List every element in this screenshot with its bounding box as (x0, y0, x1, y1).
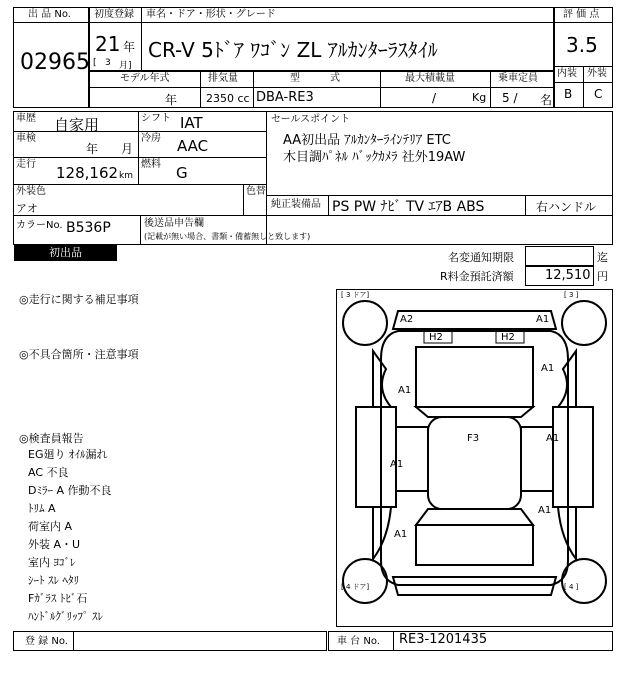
max-load-label: 最大積載量 (405, 73, 455, 84)
door-label-bottom-left: [ 4 ドア] (341, 583, 370, 591)
mark-rear-right: A1 (538, 505, 552, 516)
car-name: CR-V 5ﾄﾞｱ ﾜｺﾞﾝ ZL ｱﾙｶﾝﾀｰﾗｽﾀｲﾙ (148, 38, 438, 62)
interior-label: 内装 (557, 68, 577, 79)
fuel-label: 燃料 (141, 159, 161, 170)
defects-title: ◎不具合箇所・注意事項 (19, 348, 139, 361)
sales-point-line-1: AA初出品 ｱﾙｶﾝﾀｰﾗｲﾝﾃﾘｱ ETC (283, 133, 451, 148)
inspection-year-unit: 年 (86, 142, 99, 156)
score-value: 3.5 (566, 33, 598, 57)
fuel-value: G (176, 164, 188, 182)
interior-grade: B (564, 87, 573, 101)
shift-label: シフト (141, 113, 171, 124)
mark-headlight-left: H2 (429, 332, 443, 343)
inspector-line: EG廻り ｵｲﾙ漏れ (28, 448, 108, 461)
notice-unit: 迄 (597, 251, 608, 264)
equipment-label: 純正装備品 (271, 199, 321, 210)
front-bumper (393, 311, 556, 329)
chassis-value: RE3-1201435 (399, 632, 488, 647)
first-reg-year-unit: 年 (123, 40, 136, 54)
max-load-unit: Kg (472, 91, 487, 104)
color-no-value: B536P (66, 220, 111, 236)
equipment-value: PS PW ﾅﾋﾞ TV ｴｱB ABS (332, 199, 485, 215)
post-report-note: (記載が無い場合、書類・備蓄無しと致します) (144, 232, 311, 241)
mark-front-bumper-left: A2 (400, 314, 414, 325)
aircon-value: AAC (177, 137, 209, 155)
notice-deadline-box (525, 246, 594, 266)
capacity-label: 乗車定員 (498, 73, 538, 84)
body-outline (381, 331, 568, 585)
first-reg-year: 21 (95, 32, 121, 56)
inspector-line: 荷室内 A (28, 520, 73, 533)
exterior-label: 外装 (587, 68, 607, 79)
mark-front-bumper-right: A1 (536, 314, 550, 325)
first-reg-month-unit: 月] (119, 61, 132, 71)
mark-headlight-right: H2 (501, 332, 515, 343)
car-diagram-svg (336, 289, 613, 627)
type-label: 型 式 (290, 73, 340, 84)
sales-point-line-2: 木目調ﾊﾟﾈﾙ ﾊﾞｯｸｶﾒﾗ 社外19AW (283, 150, 466, 165)
left-side-panel (356, 407, 396, 507)
score-label: 評 価 点 (563, 9, 600, 20)
mark-front-left: A1 (398, 385, 412, 396)
model-year-label: モデル年式 (120, 73, 170, 84)
inspector-line: Dﾐﾗｰ A 作動不良 (28, 484, 112, 497)
capacity-unit: 名 (540, 93, 553, 107)
inspection-month-unit: 月 (121, 142, 134, 156)
mark-rear-left: A1 (394, 529, 408, 540)
mark-left-side: A1 (390, 459, 404, 470)
exterior-grade: C (594, 87, 603, 101)
inspector-line: ｼｰﾄ ｽﾚ ﾍﾀﾘ (28, 574, 79, 587)
inspector-line: 室内 ﾖｺﾞﾚ (28, 556, 76, 569)
color-no-label: カラーNo. (16, 220, 63, 231)
door-label-top-right: [ 3 ] (564, 291, 579, 299)
r-fee-unit: 円 (597, 270, 608, 283)
inspector-title: ◎検査員報告 (19, 432, 84, 445)
lot-label: 出 品 No. (28, 9, 71, 20)
mileage-label: 走行 (16, 159, 36, 170)
first-entry-badge: 初出品 (14, 245, 117, 261)
ext-color-value: アオ (16, 202, 38, 215)
first-reg-label: 初度登録 (94, 9, 134, 20)
color-change-label: 色替 (246, 186, 266, 197)
driving-notes-title: ◎走行に関する補足事項 (19, 293, 139, 306)
displacement-label: 排気量 (208, 73, 238, 84)
mileage-unit: km (119, 171, 133, 181)
max-load-slash: / (432, 91, 437, 105)
displacement-value: 2350 cc (206, 92, 250, 105)
history-label: 車歴 (16, 113, 36, 124)
car-name-label: 車名・ドア・形状・グレード (146, 9, 276, 20)
r-fee-value: 12,510 (545, 268, 591, 283)
mileage-value: 128,162 (56, 164, 119, 182)
chassis-label: 車 台 No. (337, 636, 380, 647)
type-value: DBA-RE3 (256, 90, 314, 105)
right-side-panel (553, 407, 593, 507)
tire-front-left (343, 301, 387, 345)
notice-deadline-label: 名変通知期限 (448, 251, 514, 264)
inspector-line: ﾊﾝﾄﾞﾙｸﾞﾘｯﾌﾟ ｽﾚ (28, 610, 103, 623)
model-year-unit: 年 (165, 93, 178, 107)
lot-number: 02965 (20, 50, 90, 75)
roof (428, 417, 521, 509)
post-report-label: 後送品申告欄 (144, 218, 204, 229)
mark-front-right: A1 (541, 363, 555, 374)
tailgate (416, 525, 533, 565)
rear-window (416, 509, 533, 525)
inspector-line: Fｶﾞﾗｽ ﾄﾋﾞ石 (28, 592, 88, 605)
door-label-top-left: [ 3 ドア] (341, 291, 370, 299)
history-value: 自家用 (54, 116, 100, 134)
reg-no-label: 登 録 No. (25, 636, 68, 647)
inspection-label: 車検 (16, 133, 36, 144)
sales-point-label: セールスポイント (271, 114, 351, 125)
mark-windshield: F3 (467, 433, 480, 444)
r-fee-label: R料金預託済額 (440, 270, 514, 283)
door-label-bottom-right: [ 4 ] (564, 583, 579, 591)
inspector-line: ﾄﾘﾑ A (28, 502, 56, 515)
hood (416, 347, 533, 407)
shift-value: IAT (180, 114, 203, 132)
inspector-line: 外装 A・U (28, 538, 81, 551)
first-reg-month: 3 (105, 58, 111, 68)
first-reg-bracket: [ (93, 58, 97, 68)
tire-front-right (562, 301, 606, 345)
inspector-line: AC 不良 (28, 466, 69, 479)
aircon-label: 冷房 (141, 133, 161, 144)
ext-color-label: 外装色 (16, 186, 46, 197)
steering-value: 右ハンドル (536, 200, 597, 214)
windshield (416, 407, 533, 417)
mark-right-side: A1 (546, 433, 560, 444)
capacity-value: 5 / (502, 91, 518, 105)
